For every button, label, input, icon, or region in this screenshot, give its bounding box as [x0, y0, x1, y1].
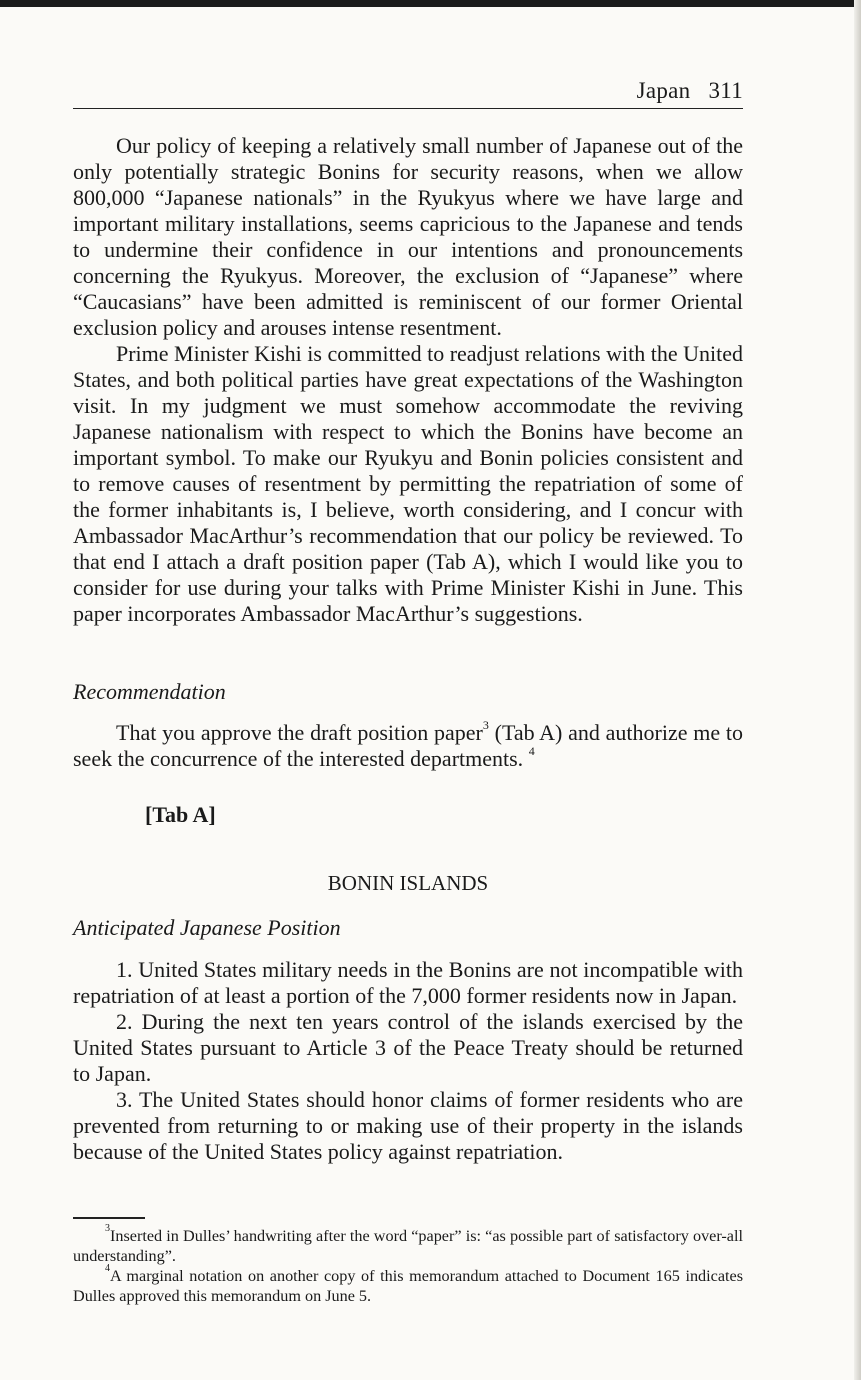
numbered-point: 3. The United States should honor claims of former residents who are prevented from returning to or making use of their property in the islands because of the United States policy against repatriation. — [73, 1087, 743, 1164]
footnotes — [73, 1223, 743, 1306]
recommendation-text-1: That you approve the draft position paper — [116, 720, 483, 745]
section-title: BONIN ISLANDS — [327, 871, 489, 895]
body-text-top — [73, 133, 743, 627]
footnote-text: A marginal notation on another copy of this memorandum attached to Document 165 indicates Dulles approved this memorandum on June 5. — [73, 1267, 743, 1305]
page-number: 311 — [708, 78, 743, 103]
numbered-points — [73, 957, 743, 1165]
tab-label: [Tab A] — [145, 802, 216, 827]
footnote-ref-3: 3 — [482, 718, 489, 732]
footnote — [73, 1223, 743, 1266]
numbered-point: 1. United States military needs in the Bonins are not incompatible with repatriation of at least a portion of the 7,000 former residents now in Japan. — [73, 957, 743, 1008]
subheading: Anticipated Japanese Position — [73, 915, 341, 940]
recommendation-paragraph — [73, 720, 743, 772]
numbered-point: 2. During the next ten years control of the islands exercised by the United States pursuant to Article 3 of the Peace Treaty should be returned to Japan. — [73, 1009, 743, 1086]
footnote — [73, 1263, 743, 1306]
scan-right-edge — [854, 0, 861, 1380]
paragraph: Our policy of keeping a relatively small number of Japanese out of the only potentially strategic Bonins for security reasons, when we allow 800,000 “Japanese nationals” in the Ryukyus where we have large and important military installations, seems capricious to the Japanese and tends to undermine their confidence in our intentions and pronouncements concerning the Ryukyus. Moreover, the exclusion of “Japanese” where “Caucasians” have been admitted is reminiscent of our former Oriental exclusion policy and arouses intense resentment. — [73, 133, 743, 340]
footnote-text: Inserted in Dulles’ handwriting after the word “paper” is: “as possible part of satisfactory over-all understanding”. — [73, 1227, 743, 1265]
running-title: Japan — [636, 78, 691, 103]
footnote-ref-4: 4 — [528, 744, 535, 758]
scan-top-edge — [0, 0, 861, 7]
footnote-rule — [73, 1217, 145, 1219]
recommendation-text-2: (Tab A) and authorize me to seek the concurrence of the interested departments. — [73, 720, 743, 771]
recommendation-heading: Recommendation — [73, 679, 226, 704]
paragraph: Prime Minister Kishi is committed to readjust relations with the United States, and both political parties have great expectations of the Washington visit. In my judgment we must somehow accommodate the reviving Japanese nationalism with respect to which the Bonins have become an important symbol. To make our Ryukyu and Bonin policies consistent and to remove causes of resentment by permitting the repatriation of some of the former inhabitants is, I believe, worth considering, and I concur with Ambassador MacArthur’s recommendation that our policy be reviewed. To that end I attach a draft position paper (Tab A), which I would like you to consider for use during your talks with Prime Minister Kishi in June. This paper incorporates Ambassador MacArthur’s suggestions. — [73, 341, 743, 626]
recommendation-body — [73, 720, 743, 772]
footnote-number: 3 — [105, 1223, 110, 1234]
running-head-text — [637, 78, 743, 104]
running-header — [73, 78, 743, 109]
footnote-number: 4 — [105, 1263, 110, 1274]
